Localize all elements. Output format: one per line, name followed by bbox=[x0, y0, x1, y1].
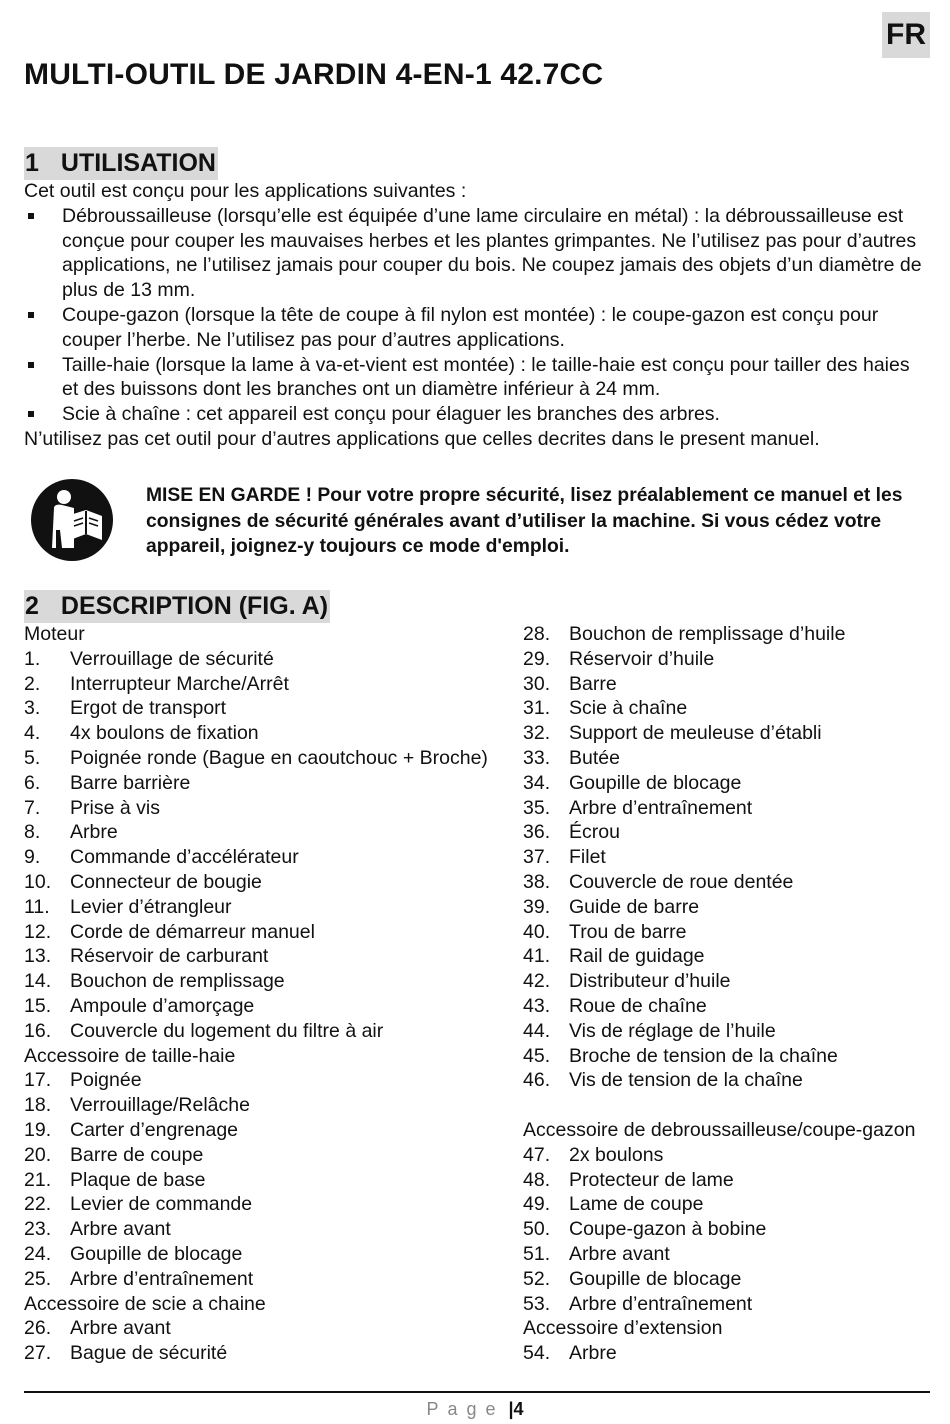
part-item bbox=[523, 870, 923, 895]
page-footer bbox=[0, 1397, 950, 1421]
parts-group bbox=[523, 1316, 923, 1366]
part-number: 51. bbox=[523, 1242, 551, 1265]
part-name: 2x boulons bbox=[569, 1143, 664, 1166]
part-item bbox=[24, 672, 494, 697]
part-name: Broche de tension de la chaîne bbox=[569, 1044, 838, 1067]
part-item bbox=[523, 820, 923, 845]
part-name: Connecteur de bougie bbox=[70, 870, 262, 893]
part-number: 39. bbox=[523, 895, 551, 918]
part-number: 6. bbox=[24, 771, 41, 794]
part-name: Arbre d’entraînement bbox=[569, 1292, 753, 1315]
part-number: 54. bbox=[523, 1342, 551, 1365]
part-item bbox=[523, 1068, 923, 1093]
part-name: Coupe-gazon à bobine bbox=[569, 1218, 767, 1241]
part-name: Corde de démarreur manuel bbox=[70, 920, 315, 943]
part-name: Verrouillage/Relâche bbox=[70, 1094, 250, 1117]
parts-group bbox=[24, 622, 494, 1044]
part-name: Guide de barre bbox=[569, 895, 700, 918]
section-2-heading bbox=[24, 590, 330, 623]
usage-intro: Cet outil est conçu pour les applications suivantes : bbox=[24, 180, 467, 202]
part-name: Arbre bbox=[569, 1342, 617, 1365]
part-number: 37. bbox=[523, 846, 551, 869]
part-item bbox=[523, 1143, 923, 1168]
part-name: Couvercle du logement du filtre à air bbox=[70, 1019, 384, 1042]
part-name: Levier d’étrangleur bbox=[70, 895, 232, 918]
part-item bbox=[24, 820, 494, 845]
usage-bullet-hedge-trimmer: Taille-haie (lorsque la lame à va-et-vient est montée) : le taille-haie est conçu pour tailler des haies et des buissons dont les branches ont un diamètre inférieur à 24 mm. bbox=[24, 353, 929, 403]
part-item bbox=[523, 721, 923, 746]
part-number: 38. bbox=[523, 870, 551, 893]
part-item bbox=[24, 1068, 494, 1093]
part-item bbox=[523, 1242, 923, 1267]
parts-group-title: Accessoire de scie a chaine bbox=[24, 1292, 266, 1315]
part-item bbox=[24, 944, 494, 969]
part-number: 45. bbox=[523, 1044, 551, 1067]
part-name: Verrouillage de sécurité bbox=[70, 647, 274, 670]
section-number: 2 bbox=[25, 592, 39, 620]
part-number: 14. bbox=[24, 970, 52, 993]
part-number: 42. bbox=[523, 970, 551, 993]
part-item bbox=[523, 1292, 923, 1317]
parts-group bbox=[24, 1292, 494, 1366]
part-number: 17. bbox=[24, 1069, 52, 1092]
part-name: Filet bbox=[569, 846, 606, 869]
part-number: 7. bbox=[24, 796, 41, 819]
part-item bbox=[523, 920, 923, 945]
part-number: 8. bbox=[24, 821, 41, 844]
page-number: 4 bbox=[513, 1399, 524, 1419]
part-number: 32. bbox=[523, 722, 551, 745]
part-item bbox=[523, 944, 923, 969]
part-item bbox=[24, 771, 494, 796]
usage-bullet-brushcutter: Débroussailleuse (lorsqu’elle est équipée d’une lame circulaire en métal) : la débroussailleuse est conçue pour couper les mauvaises herbes et les plantes grimpantes. Ne l’utilisez pas pour d’autres applications, ne l’utilisez jamais pour couper du bois. Ne coupez jamais des objets d’un diamètre de plus de 13 mm. bbox=[24, 204, 929, 303]
part-name: Distributeur d’huile bbox=[569, 970, 731, 993]
part-number: 3. bbox=[24, 697, 41, 720]
part-number: 19. bbox=[24, 1118, 52, 1141]
part-number: 44. bbox=[523, 1019, 551, 1042]
part-item bbox=[24, 746, 494, 771]
part-number: 4. bbox=[24, 722, 41, 745]
part-number: 34. bbox=[523, 771, 551, 794]
part-number: 10. bbox=[24, 870, 52, 893]
group-spacer bbox=[523, 1093, 923, 1118]
part-name: Couvercle de roue dentée bbox=[569, 870, 794, 893]
part-item bbox=[24, 994, 494, 1019]
part-number: 24. bbox=[24, 1242, 52, 1265]
part-name: Trou de barre bbox=[569, 920, 687, 943]
parts-group-title: Moteur bbox=[24, 623, 85, 645]
part-name: Levier de commande bbox=[70, 1193, 253, 1216]
part-item bbox=[523, 1168, 923, 1193]
part-item bbox=[523, 969, 923, 994]
part-item bbox=[523, 1044, 923, 1069]
part-name: Bouchon de remplissage d’huile bbox=[569, 623, 846, 645]
document-title: MULTI-OUTIL DE JARDIN 4-EN-1 42.7CC bbox=[24, 58, 604, 91]
part-item bbox=[523, 895, 923, 920]
part-number: 27. bbox=[24, 1342, 52, 1365]
part-number: 9. bbox=[24, 846, 41, 869]
part-name: Arbre avant bbox=[70, 1317, 171, 1340]
part-name: Arbre d’entraînement bbox=[70, 1267, 254, 1290]
part-item bbox=[24, 1019, 494, 1044]
part-name: Protecteur de lame bbox=[569, 1168, 734, 1191]
part-number: 36. bbox=[523, 821, 551, 844]
usage-bullet-chainsaw: Scie à chaîne : cet appareil est conçu pour élaguer les branches des arbres. bbox=[24, 402, 929, 427]
part-number: 52. bbox=[523, 1267, 551, 1290]
part-item bbox=[523, 622, 923, 647]
part-name: Ampoule d’amorçage bbox=[70, 994, 255, 1017]
part-number: 53. bbox=[523, 1292, 551, 1315]
part-item bbox=[24, 721, 494, 746]
part-name: Réservoir de carburant bbox=[70, 945, 269, 968]
part-item bbox=[24, 696, 494, 721]
parts-group-title: Accessoire de debroussailleuse/coupe-gazon bbox=[523, 1118, 916, 1141]
part-number: 13. bbox=[24, 945, 52, 968]
part-number: 2. bbox=[24, 672, 41, 695]
section-1-heading bbox=[24, 147, 218, 180]
part-name: 4x boulons de fixation bbox=[70, 722, 259, 745]
part-item bbox=[24, 1217, 494, 1242]
part-number: 33. bbox=[523, 746, 551, 769]
part-name: Rail de guidage bbox=[569, 945, 705, 968]
part-item bbox=[523, 845, 923, 870]
safety-warning: MISE EN GARDE ! Pour votre propre sécurité, lisez préalablement ce manuel et les consignes de sécurité générales avant d’utiliser la machine. Si vous cédez votre appareil, joignez-y toujours ce mode d'emploi. bbox=[146, 485, 903, 557]
part-item bbox=[24, 1143, 494, 1168]
parts-group bbox=[523, 1118, 923, 1316]
part-item bbox=[24, 969, 494, 994]
part-name: Bague de sécurité bbox=[70, 1342, 228, 1365]
part-item bbox=[24, 1168, 494, 1193]
part-item bbox=[523, 696, 923, 721]
part-name: Barre barrière bbox=[70, 771, 191, 794]
part-name: Roue de chaîne bbox=[569, 994, 707, 1017]
part-item bbox=[523, 796, 923, 821]
part-name: Barre de coupe bbox=[70, 1143, 204, 1166]
part-number: 50. bbox=[523, 1218, 551, 1241]
parts-list-left-column bbox=[24, 622, 494, 1366]
part-number: 43. bbox=[523, 994, 551, 1017]
part-name: Écrou bbox=[569, 821, 620, 844]
part-name: Vis de tension de la chaîne bbox=[569, 1069, 803, 1092]
part-name: Arbre avant bbox=[569, 1242, 670, 1265]
usage-bullet-trimmer: Coupe-gazon (lorsque la tête de coupe à fil nylon est montée) : le coupe-gazon est conçu pour couper l’herbe. Ne l’utilisez pas pour d’autres applications. bbox=[24, 303, 929, 353]
language-badge: FR bbox=[882, 12, 930, 58]
parts-group-title: Accessoire d’extension bbox=[523, 1317, 723, 1340]
part-name: Poignée bbox=[70, 1069, 142, 1092]
part-item bbox=[24, 870, 494, 895]
part-number: 23. bbox=[24, 1218, 52, 1241]
usage-bullet-list bbox=[24, 204, 929, 427]
part-item bbox=[523, 1217, 923, 1242]
part-number: 49. bbox=[523, 1193, 551, 1216]
part-number: 30. bbox=[523, 672, 551, 695]
part-number: 31. bbox=[523, 697, 551, 720]
part-item bbox=[24, 1267, 494, 1292]
part-name: Arbre bbox=[70, 821, 118, 844]
part-item bbox=[523, 746, 923, 771]
part-item bbox=[24, 1341, 494, 1366]
part-number: 48. bbox=[523, 1168, 551, 1191]
part-item bbox=[523, 1341, 923, 1366]
part-item bbox=[24, 1192, 494, 1217]
part-name: Goupille de blocage bbox=[569, 771, 742, 794]
section-title: DESCRIPTION (FIG. A) bbox=[60, 592, 329, 620]
footer-rule bbox=[24, 1391, 930, 1393]
part-item bbox=[24, 895, 494, 920]
parts-group bbox=[523, 622, 923, 1093]
part-name: Arbre avant bbox=[70, 1218, 171, 1241]
part-item bbox=[24, 1242, 494, 1267]
part-number: 16. bbox=[24, 1019, 52, 1042]
part-name: Lame de coupe bbox=[569, 1193, 704, 1216]
part-name: Carter d’engrenage bbox=[70, 1118, 239, 1141]
part-item bbox=[24, 920, 494, 945]
part-number: 11. bbox=[24, 895, 50, 918]
part-name: Commande d’accélérateur bbox=[70, 846, 299, 869]
part-name: Bouchon de remplissage bbox=[70, 970, 285, 993]
part-item bbox=[24, 845, 494, 870]
part-name: Interrupteur Marche/Arrêt bbox=[70, 672, 289, 695]
part-name: Poignée ronde (Bague en caoutchouc + Broche) bbox=[70, 746, 488, 769]
part-item bbox=[523, 994, 923, 1019]
part-item bbox=[523, 672, 923, 697]
part-name: Barre bbox=[569, 672, 617, 695]
part-name: Goupille de blocage bbox=[569, 1267, 742, 1290]
part-item bbox=[523, 1019, 923, 1044]
section-title: UTILISATION bbox=[60, 149, 216, 177]
part-name: Arbre d’entraînement bbox=[569, 796, 753, 819]
part-number: 25. bbox=[24, 1267, 52, 1290]
part-number: 41. bbox=[523, 945, 551, 968]
part-name: Réservoir d’huile bbox=[569, 647, 715, 670]
parts-group-title: Accessoire de taille-haie bbox=[24, 1044, 236, 1067]
part-name: Support de meuleuse d’établi bbox=[569, 722, 822, 745]
part-number: 22. bbox=[24, 1193, 52, 1216]
part-name: Ergot de transport bbox=[70, 697, 227, 720]
page-separator: | bbox=[508, 1399, 514, 1419]
part-number: 15. bbox=[24, 994, 52, 1017]
part-item bbox=[523, 647, 923, 672]
part-item bbox=[24, 1093, 494, 1118]
part-number: 18. bbox=[24, 1094, 52, 1117]
part-number: 26. bbox=[24, 1317, 52, 1340]
part-name: Prise à vis bbox=[70, 796, 160, 819]
part-name: Goupille de blocage bbox=[70, 1242, 243, 1265]
part-name: Vis de réglage de l’huile bbox=[569, 1019, 776, 1042]
section-number: 1 bbox=[25, 149, 39, 177]
part-number: 21. bbox=[24, 1168, 52, 1191]
part-name: Scie à chaîne bbox=[569, 697, 688, 720]
part-number: 29. bbox=[523, 647, 551, 670]
usage-text bbox=[24, 179, 929, 452]
part-item bbox=[24, 1118, 494, 1143]
part-number: 40. bbox=[523, 920, 551, 943]
page-label: Page bbox=[426, 1399, 505, 1419]
part-number: 28. bbox=[523, 623, 551, 645]
part-number: 1. bbox=[24, 647, 41, 670]
parts-group bbox=[24, 1044, 494, 1292]
part-number: 35. bbox=[523, 796, 551, 819]
part-name: Plaque de base bbox=[70, 1168, 206, 1191]
part-item bbox=[523, 771, 923, 796]
read-manual-icon bbox=[30, 478, 114, 562]
part-item bbox=[24, 647, 494, 672]
part-number: 5. bbox=[24, 746, 41, 769]
part-item bbox=[24, 1316, 494, 1341]
part-item bbox=[24, 796, 494, 821]
part-number: 46. bbox=[523, 1069, 551, 1092]
part-number: 47. bbox=[523, 1143, 551, 1166]
usage-outro: N’utilisez pas cet outil pour d’autres applications que celles decrites dans le present manuel. bbox=[24, 427, 820, 450]
parts-list-right-column bbox=[523, 622, 923, 1366]
part-number: 20. bbox=[24, 1143, 52, 1166]
part-name: Butée bbox=[569, 746, 620, 769]
part-number: 12. bbox=[24, 920, 52, 943]
part-item bbox=[523, 1267, 923, 1292]
part-item bbox=[523, 1192, 923, 1217]
